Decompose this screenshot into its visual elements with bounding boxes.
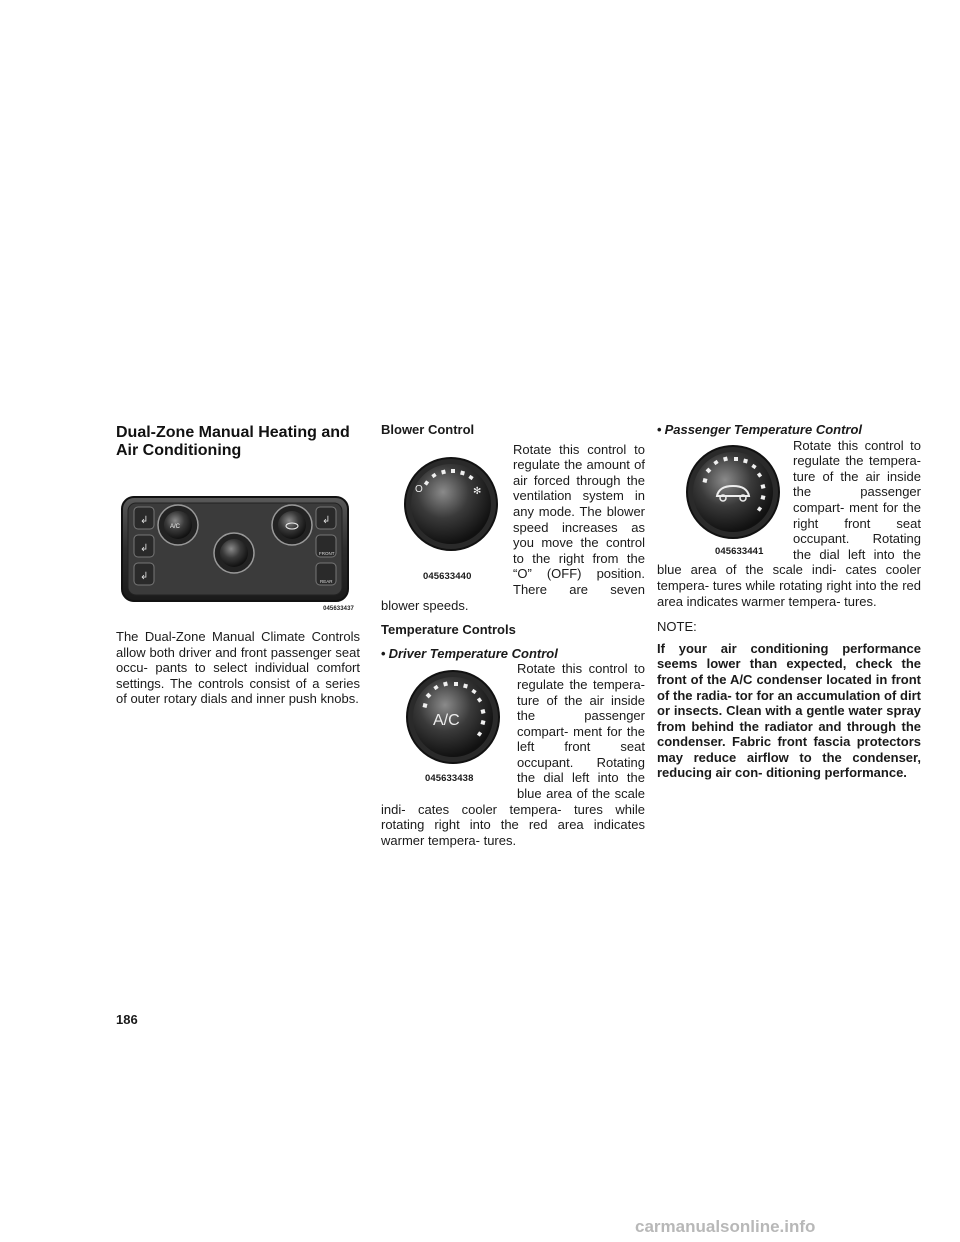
figure-id: 045633438 <box>425 773 474 785</box>
bullet-dot: • <box>381 645 386 661</box>
svg-text:↲: ↲ <box>140 515 149 526</box>
passenger-control-title <box>657 422 921 438</box>
left-column <box>116 418 360 707</box>
passenger-text: Rotate this control to regulate the tempera- ture of the air inside the passenger compart- ment for the right front seat occupant. Rotating the dial left into the blue area of the scale indi- cates cooler tempera- tures while rotating right into the red area indicates warmer tempera- tures. <box>657 437 921 609</box>
bullet-dot: • <box>657 422 662 437</box>
svg-text:↲: ↲ <box>140 543 149 554</box>
blower-knob-image <box>401 454 501 554</box>
temp-controls-heading: Temperature Controls <box>381 622 516 638</box>
blower-text: Rotate this control to regulate the amount of air forced through the ventilation system in any mode. The blower speed increases as you move the control to the right from the “O” (OFF) position. There are seven blower speeds. <box>381 441 645 613</box>
note-label: NOTE: <box>657 619 697 635</box>
svg-text:O: O <box>415 483 423 495</box>
driver-temp-figure <box>381 661 513 793</box>
passenger-title-text: Passenger Temperature Control <box>664 422 863 437</box>
svg-text:✻: ✻ <box>473 485 482 497</box>
intro-paragraph: The Dual-Zone Manual Climate Controls allow both driver and front passenger seat occu- pants to select individual comfort settings. The controls consist of a series of outer rotary dials and inner push knobs. <box>116 629 360 707</box>
svg-text:A/C: A/C <box>433 712 460 730</box>
svg-text:↲: ↲ <box>322 515 331 526</box>
svg-text:FRONT: FRONT <box>319 551 335 556</box>
watermark: carmanualsonline.info <box>635 1217 816 1236</box>
driver-control-title <box>381 646 645 662</box>
section-heading: Dual-Zone Manual Heating and Air Conditioning <box>116 424 350 459</box>
climate-panel-image <box>120 493 350 611</box>
driver-knob-image <box>403 667 503 767</box>
right-column <box>657 418 921 781</box>
driver-title-text: Driver Temperature Control <box>388 645 558 661</box>
figure-id: 045633437 <box>323 606 354 612</box>
middle-column <box>381 418 645 848</box>
passenger-temp-figure <box>657 438 789 562</box>
figure-id: 045633441 <box>715 545 764 557</box>
note-text: If your air conditioning performance seems lower than expected, check the front of the A/C condenser located in front of the radia- tor for an accumulation of dirt or insects. Clean with a gentle water spray from behind the radiator and through the condenser. Fabric front fascia protectors may reduce airflow to the condenser, reducing air con- ditioning performance. <box>657 640 921 781</box>
svg-text:REAR: REAR <box>320 579 333 584</box>
climate-panel-figure <box>116 493 360 623</box>
figure-id: 045633440 <box>423 570 472 582</box>
driver-text: Rotate this control to regulate the tempera- ture of the air inside the passenger compart- ment for the left front seat occupant. Rotating the dial left into the blue area of the scale indi- cates cooler tempera- tures while rotating right into the red area indicates warmer tempera- tures. <box>381 661 645 848</box>
svg-text:↲: ↲ <box>140 571 149 582</box>
svg-text:A/C: A/C <box>170 524 181 530</box>
blower-figure <box>381 446 509 586</box>
passenger-knob-image <box>683 442 783 542</box>
page-number: 186 <box>116 1012 138 1027</box>
blower-heading: Blower Control <box>381 422 475 437</box>
